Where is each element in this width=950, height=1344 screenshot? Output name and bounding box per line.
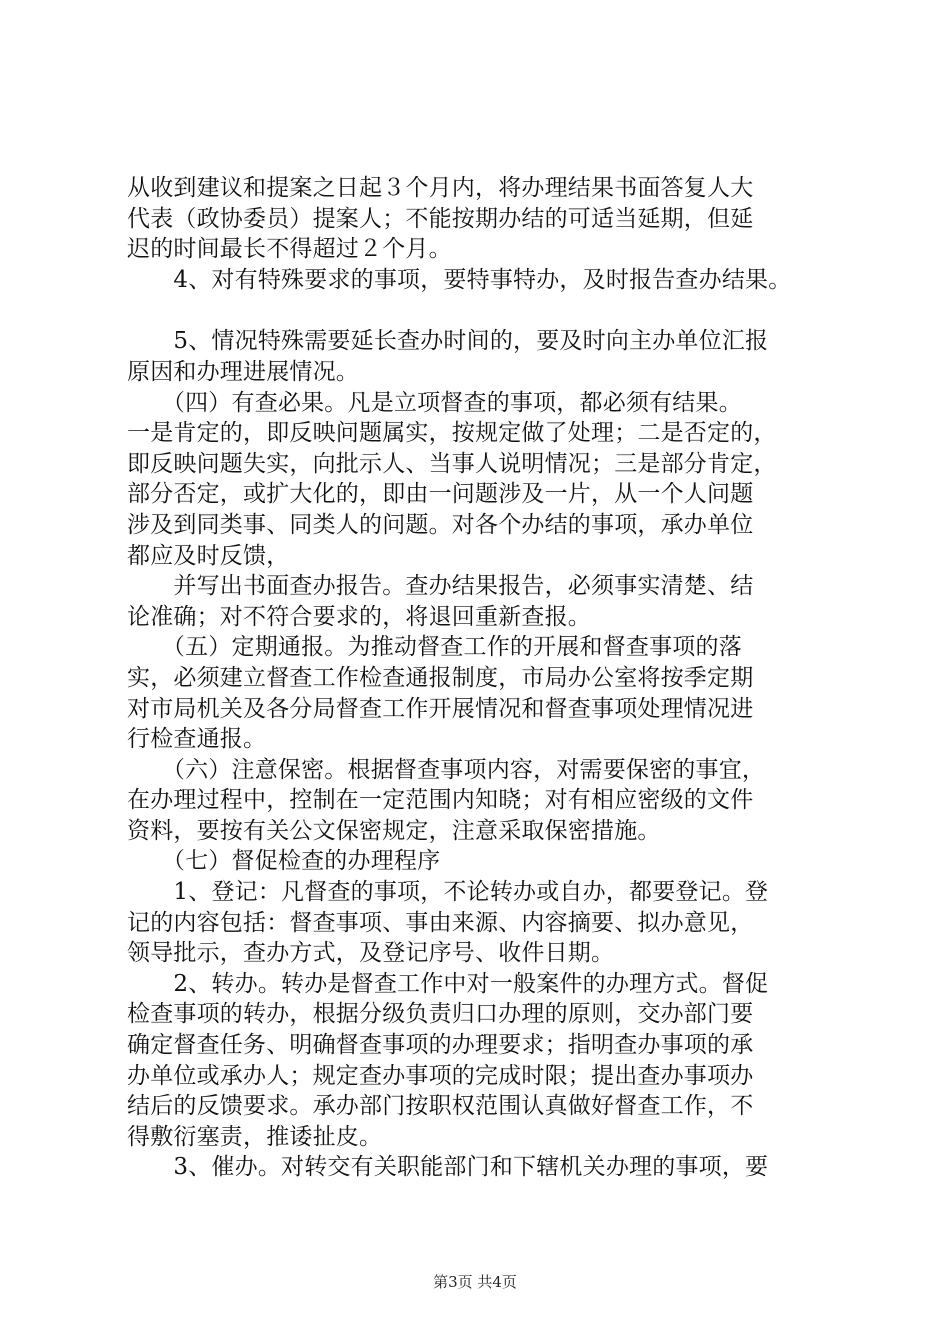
- text-line: 并写出书面查办报告。查办结果报告，必须事实清楚、结: [127, 573, 754, 600]
- text-line: 3、催办。对转交有关职能部门和下辖机关办理的事项，要: [127, 1154, 769, 1181]
- text-line: 2、转办。转办是督查工作中对一般案件的办理方式。督促: [127, 970, 769, 997]
- text-line: 4、对有特殊要求的事项，要特事特办，及时报告查办结果。: [127, 266, 792, 293]
- text-line: （四）有查必果。凡是立项督查的事项，都必须有结果。: [127, 389, 742, 416]
- text-line: 原因和办理进展情况。: [127, 358, 359, 385]
- text-line: 记的内容包括：督查事项、事由来源、内容摘要、拟办意见，: [127, 909, 754, 936]
- text-line: 一是肯定的，即反映问题属实，按规定做了处理；二是否定的，: [127, 420, 777, 447]
- text-line: 从收到建议和提案之日起３个月内，将办理结果书面答复人大: [127, 175, 754, 201]
- text-line: 办单位或承办人；规定查办事项的完成时限；提出查办事项办: [127, 1062, 754, 1089]
- text-line: 在办理过程中，控制在一定范围内知晓；对有相应密级的文件: [127, 787, 754, 814]
- text-line: 都应及时反馈，: [127, 542, 290, 569]
- text-line: 5、情况特殊需要延长查办时间的，要及时向主办单位汇报: [127, 328, 769, 355]
- text-line: 实，必须建立督查工作检查通报制度，市局办公室将按季定期: [127, 664, 754, 691]
- text-line: 确定督查任务、明确督查事项的办理要求；指明查办事项的承: [127, 1032, 754, 1059]
- text-line: 检查事项的转办，根据分级负责归口办理的原则，交办部门要: [127, 1001, 754, 1028]
- text-line: 部分否定，或扩大化的，即由一问题涉及一片，从一个人问题: [127, 481, 754, 508]
- text-line: 资料，要按有关公文保密规定，注意采取保密措施。: [127, 817, 661, 844]
- page-number-label: 第3页 共4页: [433, 1273, 517, 1291]
- text-line: 对市局机关及各分局督查工作开展情况和督查事项处理情况进: [127, 695, 754, 722]
- text-line: 1、登记：凡督查的事项，不论转办或自办，都要登记。登: [127, 879, 769, 906]
- text-line: （七）督促检查的办理程序: [127, 848, 441, 875]
- text-line: 代表（政协委员）提案人；不能按期办结的可适当延期，但延: [127, 205, 754, 232]
- text-line: 即反映问题失实，向批示人、当事人说明情况；三是部分肯定，: [127, 450, 777, 477]
- text-line: 迟的时间最长不得超过２个月。: [127, 236, 452, 263]
- text-line: 论准确；对不符合要求的，将退回重新查报。: [127, 603, 591, 630]
- page-footer: [0, 1272, 950, 1292]
- text-line: （五）定期通报。为推动督查工作的开展和督查事项的落: [127, 634, 742, 661]
- text-line: 涉及到同类事、同类人的问题。对各个办结的事项，承办单位: [127, 511, 754, 538]
- text-line: 行检查通报。: [127, 726, 267, 753]
- text-line: 得敷衍塞责，推诿扯皮。: [127, 1123, 383, 1150]
- blank-line: [127, 295, 847, 326]
- document-body: [127, 173, 847, 1183]
- text-line: 领导批示，查办方式，及登记序号、收件日期。: [127, 940, 615, 967]
- text-line: （六）注意保密。根据督查事项内容，对需要保密的事宜，: [127, 756, 766, 783]
- text-line: 结后的反馈要求。承办部门按职权范围认真做好督查工作，不: [127, 1093, 754, 1120]
